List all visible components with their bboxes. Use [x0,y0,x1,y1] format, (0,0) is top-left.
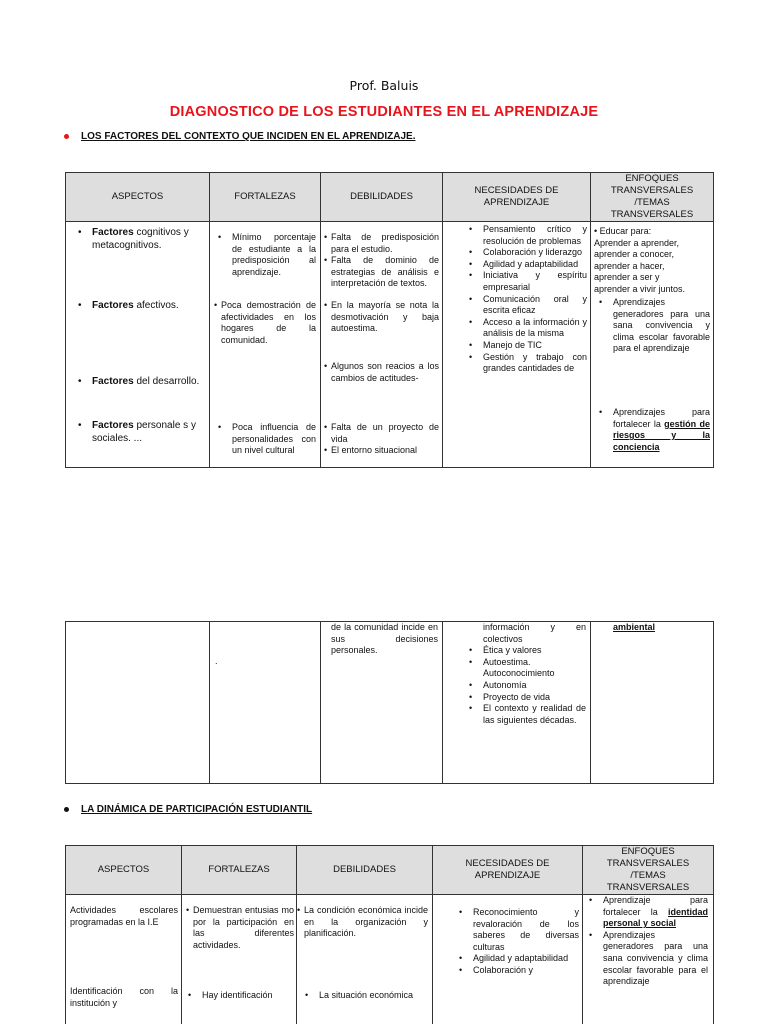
enfoques-cell [591,622,714,784]
aprender-line: aprender a ser y [594,272,660,283]
section-heading-text: LOS FACTORES DEL CONTEXTO QUE INCIDEN EN EL APRENDIZAJE. [81,131,416,142]
necesidades-cell [433,895,583,1024]
column-header-fortalezas: FORTALEZAS [210,173,321,222]
participation-table [65,845,714,1024]
debilidades-cell [321,222,443,468]
list-item: • Falta de un proyecto de vida [324,422,439,445]
list-item: • Factores cognitivos y metacognitivos. [66,226,206,252]
aprender-line: Aprender a aprender, [594,237,680,248]
list-item: • El contexto y realidad de las siguientes décadas. [457,703,586,726]
list-item: • Pensamiento crítico y resolución de problemas [457,224,587,247]
fortalezas-cell [182,895,297,1024]
list-item: • Mínimo porcentaje de estudiante a la predisposición al aprendizaje. [210,232,317,278]
list-item: • Aprendizajes generadores para una sana convivencia y clima escolar favorable para el aprendizaje [583,930,709,988]
table-row [66,222,714,468]
fortalezas-cell: . [210,622,321,784]
table-header-row [66,173,714,222]
aspectos-cell [66,895,182,1024]
bullet-icon [64,134,69,139]
list-item: • Algunos son reacios a los cambios de actitudes- [324,361,439,384]
list-item: • La situación económica [297,990,429,1002]
debilidades-cell: de la comunidad incide en sus decisiones personales. [321,622,443,784]
list-item: • Factores afectivos. [66,299,206,312]
list-item: • Gestión y trabajo con grandes cantidades de [457,352,587,375]
list-item: • Poca influencia de personalidades con un nivel cultural [210,422,317,457]
list-item: • Demuestran entusias mo por la participación en las diferentes actividades. [186,905,294,951]
list-item: • Acceso a la información y análisis de la misma [457,317,587,340]
list-item: • Aprendizajes generadores para una sana convivencia y clima escolar favorable para el aprendizaje [591,297,711,355]
context-factors-table-continuation [65,621,714,784]
aprender-line: aprender a hacer, [594,260,665,271]
column-header-necesidades: NECESIDADES DE APRENDIZAJE [443,173,591,222]
column-header-fortalezas: FORTALEZAS [182,846,297,895]
debilidades-cell [297,895,433,1024]
list-item: • Factores del desarrollo. [66,375,206,388]
section-heading-context-factors [64,131,416,142]
section-heading-text: LA DINÁMICA DE PARTICIPACIÓN ESTUDIANTIL [81,804,313,815]
list-item: • Colaboración y liderazgo [457,247,587,259]
list-item: • Iniciativa y espíritu empresarial [457,270,587,293]
context-factors-table [65,172,714,468]
aprender-line: aprender a vivir juntos. [594,283,686,294]
column-header-aspectos: ASPECTOS [66,173,210,222]
aspectos-cell [66,222,210,468]
list-item: • Agilidad y adaptabilidad [447,953,579,965]
column-header-debilidades: DEBILIDADES [297,846,433,895]
fortalezas-cell [210,222,321,468]
table-row [66,895,714,1024]
table-header-row [66,846,714,895]
aspectos-cell [66,622,210,784]
list-item: • Hay identificación [182,990,293,1002]
list-item: • Proyecto de vida [457,692,586,704]
column-header-necesidades: NECESIDADES DE APRENDIZAJE [433,846,583,895]
list-item: • Aprendizaje para fortalecer la identidad personal y social [583,895,709,930]
section-heading-participation [64,804,312,815]
necesidades-cell [443,222,591,468]
enfoques-cell [591,222,714,468]
list-item: • El entorno situacional [324,445,439,457]
table-row [66,622,714,784]
list-item: • Ética y valores [457,645,586,657]
list-item: • Comunicación oral y escrita eficaz [457,294,587,317]
educar-para-label: • Educar para: [594,226,652,236]
aspecto-text: Identificación con la institución y [70,986,178,1008]
list-item: • Reconocimiento y revaloración de los saberes de diversas culturas [447,907,579,953]
list-item: • Manejo de TIC [457,340,587,352]
emphasis-text: gestión de riesgos y la conciencia [613,418,710,452]
enfoques-cell [583,895,714,1024]
necesidades-cell: información y en colectivos • Ética y valores • Autoestima. Autoconocimiento • Autonomía • Proyecto de vida • El contexto y realidad de las siguientes décadas. [443,622,591,784]
emphasis-text: ambiental [613,622,656,632]
column-header-aspectos: ASPECTOS [66,846,182,895]
author-name: Prof. Baluis [349,78,419,93]
list-item: • Poca demostración de afectividades en los hogares de la comunidad. [214,300,316,346]
list-item: • Agilidad y adaptabilidad [457,259,587,271]
aspecto-text: Actividades escolares programadas en la I.E [70,905,178,927]
list-item: • Falta de dominio de estrategias de análisis e interpretación de textos. [324,255,439,290]
list-item: • Aprendizajes para fortalecer la gestión de riesgos y la conciencia [591,407,711,453]
list-item: • Autonomía [457,680,586,692]
list-item: • En la mayoría se nota la desmotivación y baja autoestima. [324,300,439,335]
column-header-enfoques: ENFOQUES TRANSVERSALES /TEMAS TRANSVERSALES [591,173,714,222]
list-item: • Falta de predisposición para el estudio. [324,232,439,255]
bullet-icon [64,807,69,812]
column-header-enfoques: ENFOQUES TRANSVERSALES /TEMAS TRANSVERSALES [583,846,714,895]
column-header-debilidades: DEBILIDADES [321,173,443,222]
list-item: • Colaboración y [447,965,579,977]
aprender-line: aprender a conocer, [594,249,675,260]
list-item: • Autoestima. Autoconocimiento [457,657,586,680]
list-item: • Factores personale s y sociales. ... [66,419,206,445]
emphasis-text: identidad personal y social [603,906,708,929]
list-item: • La condición económica incide en la organización y planificación. [297,905,428,940]
document-title: DIAGNOSTICO DE LOS ESTUDIANTES EN EL APRENDIZAJE [169,104,599,120]
